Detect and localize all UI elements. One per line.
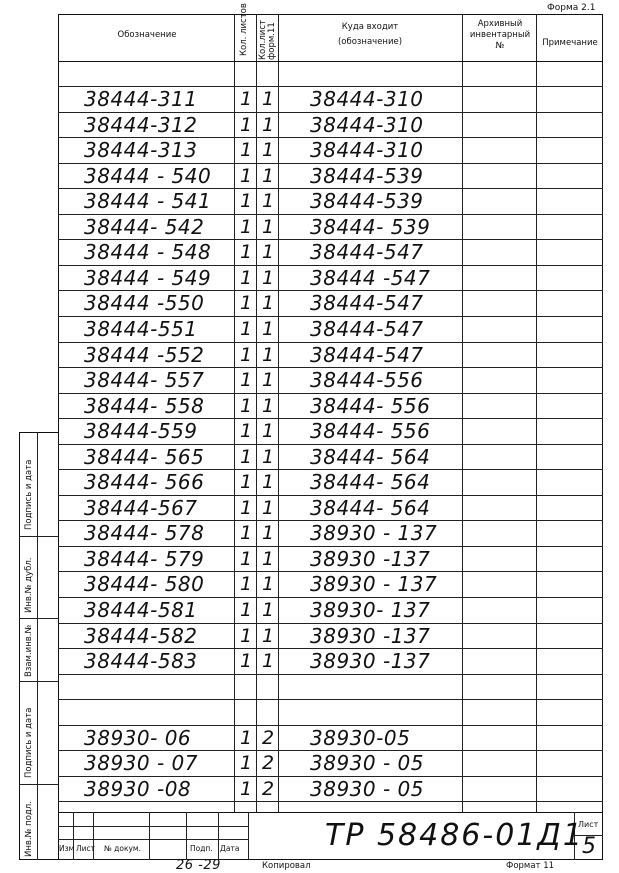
row-where-used: 38444- 564 — [310, 496, 431, 520]
header-qty-copies: Кол.лист форм.11 — [258, 20, 277, 60]
row-where-used: 38444- 556 — [310, 419, 431, 443]
title-col-doc: № докум. — [104, 844, 141, 853]
sheet-label: Лист — [578, 820, 599, 829]
header-archive-line2: инвентарный — [469, 30, 531, 40]
header-where-line1: Куда входит — [341, 22, 399, 32]
side-instead-inv: Взам.инв.№ — [24, 624, 34, 677]
row-designation: 38444 - 541 — [84, 189, 212, 213]
row-designation: 38444- 558 — [84, 394, 205, 418]
header-where-used — [280, 22, 460, 48]
row-where-used: 38444-547 — [310, 343, 424, 367]
row-designation: 38444- 566 — [84, 470, 205, 494]
row-designation: 38444- 578 — [84, 521, 205, 545]
row-sheets: 1 — [239, 241, 253, 263]
title-col-list: Лист — [76, 844, 96, 853]
table-row — [0, 674, 619, 700]
header-archive-line3: № — [495, 41, 505, 51]
header-bottom-line — [58, 61, 603, 62]
row-where-used: 38930- 137 — [310, 598, 431, 622]
row-copies: 1 — [261, 292, 275, 314]
copied-label: Копировал — [262, 861, 311, 871]
table-row — [0, 290, 619, 316]
row-designation: 38930- 06 — [84, 726, 192, 750]
title-col-3 — [149, 812, 150, 860]
row-designation: 38444- 565 — [84, 445, 205, 469]
side-line-4 — [19, 784, 58, 785]
row-copies: 1 — [261, 369, 275, 391]
row-where-used: 38444- 539 — [310, 215, 431, 239]
title-col-6 — [248, 812, 249, 860]
header-where-line2: (обозначение) — [337, 37, 403, 47]
title-block-top — [58, 812, 603, 813]
row-where-used: 38930 -137 — [310, 547, 431, 571]
table-row — [0, 418, 619, 444]
side-line-1 — [19, 536, 58, 537]
title-sub-line-2 — [58, 839, 248, 840]
row-sheets: 1 — [239, 369, 253, 391]
row-where-used: 38930 -137 — [310, 624, 431, 648]
row-copies: 1 — [261, 471, 275, 493]
row-copies: 1 — [261, 497, 275, 519]
row-designation: 38444 - 540 — [84, 164, 212, 188]
row-where-used: 38444-310 — [310, 113, 424, 137]
header-notes: Примечание — [542, 38, 598, 48]
row-where-used: 38930 -137 — [310, 649, 431, 673]
table-row — [0, 699, 619, 725]
row-copies: 1 — [261, 522, 275, 544]
table-row — [0, 342, 619, 368]
row-copies: 1 — [261, 241, 275, 263]
form-label: Форма 2.1 — [547, 3, 596, 13]
table-row — [0, 137, 619, 163]
row-copies: 1 — [261, 573, 275, 595]
row-copies: 1 — [261, 267, 275, 289]
table-row — [0, 520, 619, 546]
document-code: ТР 58486-01Д1 — [325, 818, 584, 853]
row-where-used: 38444-310 — [310, 87, 424, 111]
row-where-used: 38444-539 — [310, 189, 424, 213]
sheet-number: 5 — [582, 834, 597, 859]
row-designation: 38444-583 — [84, 649, 198, 673]
handwritten-note: 26 -29 — [176, 858, 221, 873]
row-copies: 1 — [261, 190, 275, 212]
row-copies: 1 — [261, 318, 275, 340]
row-sheets: 1 — [239, 752, 253, 774]
row-sheets: 1 — [239, 625, 253, 647]
row-designation: 38930 -08 — [84, 777, 192, 801]
row-sheets: 1 — [239, 778, 253, 800]
table-row — [0, 239, 619, 265]
row-copies: 1 — [261, 650, 275, 672]
side-inv-orig: Инв.№ подл. — [24, 801, 34, 857]
row-sheets: 1 — [239, 216, 253, 238]
row-sheets: 1 — [239, 114, 253, 136]
header-archive-line1: Архивный — [477, 19, 523, 29]
table-row — [0, 725, 619, 751]
row-sheets: 1 — [239, 727, 253, 749]
row-sheets: 1 — [239, 139, 253, 161]
row-where-used: 38930 - 137 — [310, 521, 438, 545]
table-row — [0, 571, 619, 597]
row-where-used: 38444- 556 — [310, 394, 431, 418]
row-designation: 38444-559 — [84, 419, 198, 443]
row-copies: 1 — [261, 165, 275, 187]
row-sheets: 1 — [239, 165, 253, 187]
row-sheets: 1 — [239, 471, 253, 493]
row-copies: 1 — [261, 139, 275, 161]
side-sign-date-2: Подпись и дата — [24, 707, 34, 778]
row-designation: 38930 - 07 — [84, 751, 199, 775]
row-copies: 1 — [261, 599, 275, 621]
title-col-date: Дата — [220, 844, 240, 853]
row-copies: 1 — [261, 446, 275, 468]
row-copies: 1 — [261, 88, 275, 110]
header-archive — [463, 19, 537, 52]
row-sheets: 1 — [239, 190, 253, 212]
title-sub-line-1 — [58, 826, 248, 827]
table-row — [0, 776, 619, 802]
table-row — [0, 163, 619, 189]
row-designation: 38444-312 — [84, 113, 198, 137]
row-designation: 38444 -550 — [84, 291, 205, 315]
row-designation: 38444-311 — [84, 87, 198, 111]
row-where-used: 38930 - 137 — [310, 572, 438, 596]
row-copies: 1 — [261, 420, 275, 442]
row-designation: 38444-313 — [84, 138, 198, 162]
table-row — [0, 367, 619, 393]
table-row — [0, 546, 619, 572]
row-sheets: 1 — [239, 599, 253, 621]
row-designation: 38444-581 — [84, 598, 198, 622]
table-row — [0, 316, 619, 342]
row-sheets: 1 — [239, 446, 253, 468]
row-designation: 38444- 579 — [84, 547, 205, 571]
row-sheets: 1 — [239, 318, 253, 340]
side-sign-date-1: Подпись и дата — [24, 459, 34, 530]
table-row — [0, 188, 619, 214]
row-copies: 1 — [261, 395, 275, 417]
table-row — [0, 469, 619, 495]
row-where-used: 38444-310 — [310, 138, 424, 162]
row-sheets: 1 — [239, 548, 253, 570]
row-where-used: 38444- 564 — [310, 445, 431, 469]
row-sheets: 1 — [239, 522, 253, 544]
table-row — [0, 444, 619, 470]
row-designation: 38444- 542 — [84, 215, 205, 239]
title-col-5 — [218, 812, 219, 860]
row-copies: 1 — [261, 114, 275, 136]
row-sheets: 1 — [239, 497, 253, 519]
row-copies: 1 — [261, 625, 275, 647]
table-row — [0, 265, 619, 291]
side-line-3 — [19, 681, 58, 682]
row-where-used: 38444-547 — [310, 291, 424, 315]
row-sheets: 1 — [239, 420, 253, 442]
row-where-used: 38444-547 — [310, 317, 424, 341]
row-where-used: 38444-547 — [310, 240, 424, 264]
table-row — [0, 648, 619, 674]
row-sheets: 1 — [239, 395, 253, 417]
row-where-used: 38444-539 — [310, 164, 424, 188]
row-sheets: 1 — [239, 292, 253, 314]
table-row — [0, 112, 619, 138]
row-designation: 38444-582 — [84, 624, 198, 648]
row-designation: 38444-551 — [84, 317, 198, 341]
table-row — [0, 86, 619, 112]
table-row — [0, 623, 619, 649]
row-where-used: 38930 - 05 — [310, 751, 425, 775]
row-designation: 38444 - 549 — [84, 266, 212, 290]
row-sheets: 1 — [239, 344, 253, 366]
table-row — [0, 393, 619, 419]
row-designation: 38444- 580 — [84, 572, 205, 596]
side-line-2 — [19, 618, 58, 619]
row-designation: 38444 - 548 — [84, 240, 212, 264]
side-inv-dup: Инв.№ дубл. — [24, 557, 34, 613]
row-copies: 1 — [261, 344, 275, 366]
row-sheets: 1 — [239, 267, 253, 289]
row-where-used: 38930-05 — [310, 726, 411, 750]
row-sheets: 1 — [239, 88, 253, 110]
row-copies: 1 — [261, 548, 275, 570]
row-designation: 38444-567 — [84, 496, 198, 520]
row-where-used: 38930 - 05 — [310, 777, 425, 801]
header-designation: Обозначение — [117, 30, 177, 40]
title-col-4 — [186, 812, 187, 860]
row-where-used: 38444 -547 — [310, 266, 431, 290]
header-qty-sheets: Кол. листов — [239, 3, 249, 56]
row-sheets: 1 — [239, 573, 253, 595]
table-row — [0, 750, 619, 776]
row-designation: 38444- 557 — [84, 368, 205, 392]
title-col-sign: Подп. — [190, 844, 213, 853]
row-copies: 2 — [261, 778, 275, 800]
row-where-used: 38444-556 — [310, 368, 424, 392]
side-divider — [37, 432, 38, 860]
row-sheets: 1 — [239, 650, 253, 672]
row-copies: 1 — [261, 216, 275, 238]
row-copies: 2 — [261, 727, 275, 749]
row-where-used: 38444- 564 — [310, 470, 431, 494]
title-col-izm: Изм — [59, 844, 75, 853]
table-row — [0, 495, 619, 521]
row-designation: 38444 -552 — [84, 343, 205, 367]
format-label: Формат 11 — [506, 861, 555, 871]
table-row — [0, 214, 619, 240]
row-copies: 2 — [261, 752, 275, 774]
table-row — [0, 597, 619, 623]
